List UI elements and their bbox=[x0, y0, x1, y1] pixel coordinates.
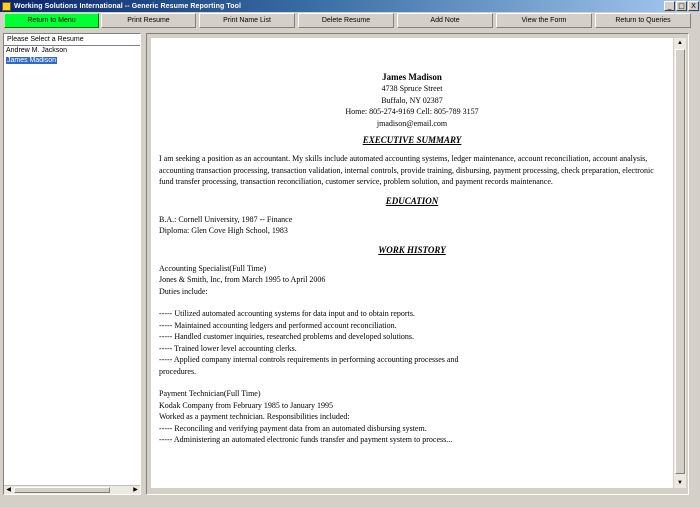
job-duty: ----- Applied company internal controls requirements in performing accounting processes and procedures. bbox=[159, 355, 459, 376]
job-duty: ----- Handled customer inquiries, researched problems and developed solutions. bbox=[159, 332, 415, 341]
horizontal-scrollbar[interactable] bbox=[4, 485, 140, 494]
resume-document bbox=[151, 38, 673, 488]
resume-list-header: Please Select a Resume bbox=[4, 34, 140, 46]
minimize-button[interactable]: _ bbox=[664, 1, 675, 11]
return-to-queries-button[interactable]: Return to Queries bbox=[595, 13, 691, 28]
return-to-menu-button[interactable]: Return to Menu bbox=[4, 13, 99, 28]
address-line-2: Buffalo, NY 02387 bbox=[381, 95, 443, 105]
job-duty: ----- Administering an automated electronic funds transfer and payment system to process... bbox=[159, 435, 453, 444]
phone-numbers: Home: 805-274-9169 Cell: 805-789 3157 bbox=[345, 107, 479, 116]
job-duty: ----- Utilized automated accounting systems for data input and to obtain reports. bbox=[159, 309, 415, 318]
print-resume-button[interactable]: Print Resume bbox=[101, 13, 196, 28]
job-title: Payment Technician(Full Time) bbox=[159, 389, 261, 398]
print-name-list-button[interactable]: Print Name List bbox=[199, 13, 295, 28]
app-icon bbox=[2, 2, 11, 11]
maximize-button[interactable]: □ bbox=[676, 1, 687, 11]
job-company: Kodak Company from February 1985 to January 1995 bbox=[159, 400, 333, 410]
scrollbar-thumb[interactable] bbox=[14, 487, 110, 493]
education-item: Diploma: Glen Cove High School, 1983 bbox=[159, 226, 288, 235]
list-item-selected[interactable] bbox=[4, 56, 140, 66]
job-duty: ----- Trained lower level accounting clerks. bbox=[159, 343, 297, 353]
job-duty: ----- Reconciling and verifying payment data from an automated disbursing system. bbox=[159, 423, 427, 433]
address-line-1: 4738 Spruce Street bbox=[381, 84, 443, 93]
scroll-up-icon[interactable]: ▲ bbox=[677, 40, 683, 46]
list-item-label: Andrew M. Jackson bbox=[6, 47, 68, 54]
scroll-right-icon[interactable]: ▶ bbox=[133, 487, 138, 493]
window-title: Working Solutions International -- Generic Resume Reporting Tool bbox=[14, 2, 242, 10]
email: jmadison@email.com bbox=[376, 118, 448, 128]
job-title: Accounting Specialist(Full Time) bbox=[159, 263, 267, 273]
job-duty: ----- Maintained accounting ledgers and performed account reconciliation. bbox=[159, 320, 397, 330]
scroll-left-icon[interactable]: ◀ bbox=[6, 487, 11, 493]
close-button[interactable]: X bbox=[688, 1, 699, 11]
executive-summary-heading: EXECUTIVE SUMMARY bbox=[362, 135, 462, 145]
candidate-name: James Madison bbox=[382, 72, 442, 82]
view-form-button[interactable]: View the Form bbox=[496, 13, 592, 28]
resume-view-panel bbox=[146, 33, 689, 495]
add-note-button[interactable]: Add Note bbox=[397, 13, 493, 28]
vertical-scrollbar[interactable] bbox=[674, 38, 686, 488]
scrollbar-thumb[interactable] bbox=[675, 49, 685, 474]
list-item-label: James Madison bbox=[7, 57, 57, 64]
work-history-heading: WORK HISTORY bbox=[378, 244, 446, 255]
window-controls bbox=[664, 1, 699, 11]
resume-list-panel bbox=[3, 33, 141, 495]
delete-resume-button[interactable]: Delete Resume bbox=[298, 13, 394, 28]
title-bar[interactable] bbox=[0, 0, 700, 12]
education-item: B.A.: Cornell University, 1987 -- Finance bbox=[159, 214, 293, 224]
job-description: Worked as a payment technician. Responsibilities included: bbox=[159, 412, 350, 421]
toolbar bbox=[0, 12, 700, 30]
list-item[interactable] bbox=[4, 46, 140, 56]
executive-summary-text: I am seeking a position as an accountant. My skills include automated accounting systems, ledger maintenance, account reconciliation, account analysis, accounting transaction processing, transaction validation, internal controls, provide training, disbursing, payment processing, check preparation, electronic fund transfer processing, transaction reconciliation, customer service, problem solution, and payment records maintenance. bbox=[159, 154, 654, 186]
job-duties-label: Duties include: bbox=[159, 286, 208, 296]
job-company: Jones & Smith, Inc, from March 1995 to April 2006 bbox=[159, 275, 326, 284]
scroll-down-icon[interactable]: ▼ bbox=[677, 480, 683, 486]
education-heading: EDUCATION bbox=[385, 195, 439, 206]
